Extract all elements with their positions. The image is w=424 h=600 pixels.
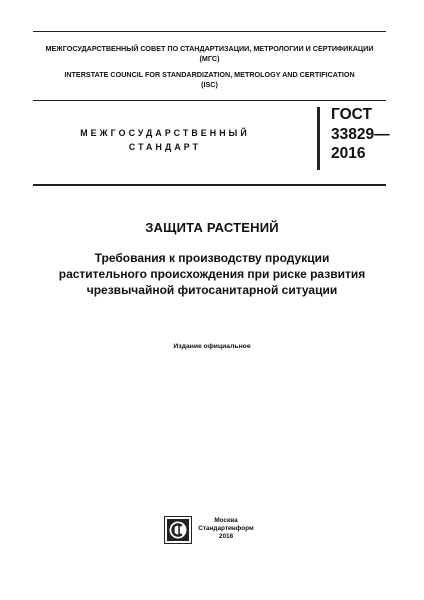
standartinform-logo-icon xyxy=(164,516,192,544)
council-name-ru: МЕЖГОСУДАРСТВЕННЫЙ СОВЕТ ПО СТАНДАРТИЗАЦИИ, МЕТРОЛОГИИ И СЕРТИФИКАЦИИ xyxy=(45,44,374,53)
interstate-standard-line2: СТАНДАРТ xyxy=(128,142,202,152)
council-abbr-en: (ISC) xyxy=(201,80,218,89)
publisher-year: 2018 xyxy=(218,533,234,541)
interstate-standard-line1: МЕЖГОСУДАРСТВЕННЫЙ xyxy=(80,128,250,138)
subtitle-line3: чрезвычайной фитосанитарной ситуации xyxy=(86,283,338,297)
gost-designation xyxy=(331,105,390,164)
subtitle-line2: растительного происхождения при риске развития xyxy=(58,267,366,281)
council-abbr-ru: (МГС) xyxy=(199,54,220,63)
publisher-city: Москва xyxy=(214,517,238,524)
council-name-en: INTERSTATE COUNCIL FOR STANDARDIZATION, METROLOGY AND CERTIFICATION xyxy=(64,70,355,79)
document-subtitle xyxy=(40,250,384,298)
subtitle-line1: Требования к производству продукции xyxy=(94,251,330,265)
gost-year: 2016 xyxy=(331,145,366,162)
gost-number: 33829— xyxy=(331,125,390,143)
council-header xyxy=(33,31,386,101)
document-title: ЗАЩИТА РАСТЕНИЙ xyxy=(145,220,279,235)
header-divider xyxy=(33,184,386,186)
gost-vertical-bar xyxy=(317,107,320,170)
publisher-info xyxy=(198,517,254,542)
gost-prefix: ГОСТ xyxy=(331,106,372,123)
publisher-name: Стандартинформ xyxy=(198,525,254,533)
interstate-standard-label xyxy=(60,126,270,154)
edition-note: Издание официальное xyxy=(173,343,251,350)
